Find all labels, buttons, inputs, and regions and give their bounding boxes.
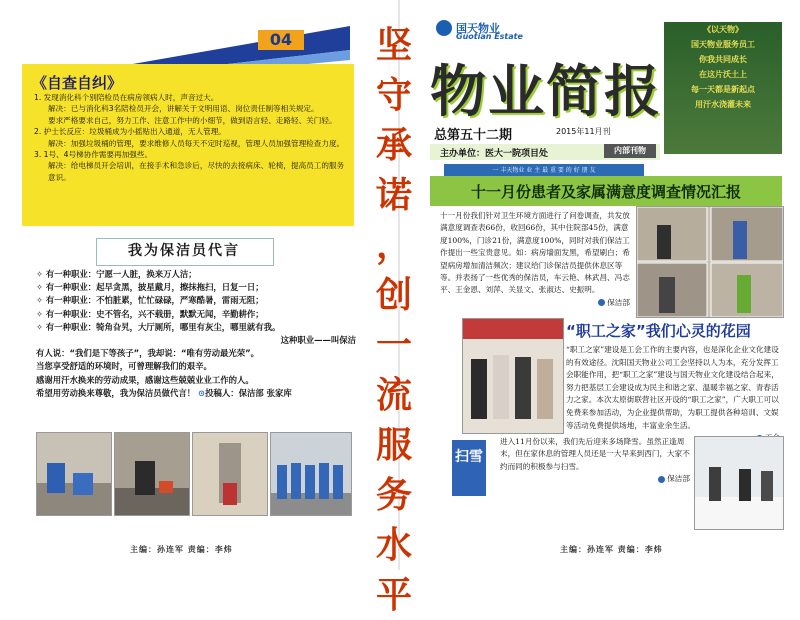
vertical-slogan bbox=[364, 20, 424, 616]
bullet-icon bbox=[658, 476, 665, 483]
motto-line: 国天物业服务员工 bbox=[691, 40, 755, 49]
photo-snow-sweeping bbox=[694, 436, 784, 530]
article-satisfaction bbox=[440, 210, 630, 309]
speaker-body bbox=[36, 268, 366, 400]
right-footer: 主编：孙连军 责编：李炜 bbox=[560, 545, 663, 554]
photo-union-group bbox=[462, 318, 564, 434]
headline: 十一月份患者及家属满意度调查情况汇报 bbox=[470, 183, 741, 201]
self-check-line: 1. 发现消化科个别陪检员在病房领病人时，声音过大。 bbox=[34, 93, 219, 102]
speaker-line: 这种职业——叫保洁 bbox=[280, 335, 356, 346]
speaker-line: ✧ 有一种职业：不怕脏累，忙忙碌碌，严寒酷暑，雷雨无阻； bbox=[36, 295, 264, 306]
slogan-char: 平 bbox=[375, 574, 412, 616]
self-check-body bbox=[34, 92, 350, 183]
slogan-char: ， bbox=[375, 224, 412, 266]
masthead-title: 物业简报 bbox=[430, 59, 662, 125]
motto-line: 每一天都是新起点 bbox=[691, 85, 755, 94]
host-unit: 主办单位：医大一院项目处 bbox=[440, 149, 549, 159]
photo-hallway bbox=[192, 432, 268, 516]
motto-panel bbox=[664, 22, 782, 154]
bullet-icon bbox=[598, 299, 605, 306]
union-title: “职工之家”我们心灵的花园 bbox=[566, 322, 751, 340]
article-text: “职工之家”建设是工会工作的主要内容，也是深化企业文化建设的有效途径。沈阳国天物业公司工会坚持以人为本，充分发挥工会职能作用，把“职工之家”建设与国天物业文化建设结合起来，努力把基层工会建设成为民主和谐之家、温暖幸福之家、青春活力之家。本次太原街联营社区开设的“职工之家”，广大职工可以免费来参加活动，为企业提供帮助，为职工提供各种培训、文娱等活动免费提供场地，丰富业余生活。 bbox=[566, 345, 779, 430]
slogan-char: 创 bbox=[375, 274, 412, 316]
self-check-title: 《自查自纠》 bbox=[32, 74, 123, 92]
photo-survey bbox=[636, 206, 784, 318]
article-snow bbox=[500, 436, 690, 486]
company-logo-icon bbox=[436, 20, 452, 36]
company-name-cn: 国天物业 bbox=[456, 22, 500, 35]
speaker-line: 希望用劳动换来尊敬，我为保洁员做代言！ ⊙投稿人：保洁部 张家库 bbox=[36, 387, 292, 398]
photo-staff-lineup bbox=[270, 432, 352, 516]
issue-date: 2015年11月刊 bbox=[556, 127, 611, 136]
self-check-line: 解决：已与消化科3名陪检员开会，讲解关于文明用语、岗位责任制等相关规定。 bbox=[48, 104, 319, 114]
left-footer: 主编：孙连军 责编：李炜 bbox=[130, 545, 233, 554]
speaker-line: 当您享受舒适的环境时，可曾理解我们的艰辛。 bbox=[36, 361, 212, 372]
slogan-char: 坚 bbox=[375, 24, 412, 66]
self-check-line: 2. 护士长反应：垃圾桶成为小摇贴出入通道，无人管理。 bbox=[34, 127, 226, 137]
slogan-char: 诺 bbox=[375, 174, 412, 216]
speaker-title: 我为保洁员代言 bbox=[128, 243, 240, 259]
slogan-char: 一 bbox=[375, 324, 412, 366]
motto-line: 你我共同成长 bbox=[699, 55, 747, 64]
tagline: 一 丰天物业 业 主 最 重 要 的 好 朋 友 bbox=[492, 167, 596, 174]
article-author: 保洁部 bbox=[500, 473, 690, 485]
article-author: 保洁部 bbox=[440, 297, 630, 309]
page-number: 04 bbox=[258, 30, 304, 50]
article-text: 进入11月份以来，我们先后迎来多场降雪。虽然正逢周末，但在家休息的管理人员还是一大早来到西门，大家不约而同的积极参与扫雪。 bbox=[500, 437, 690, 471]
slogan-char: 水 bbox=[375, 524, 412, 566]
speaker-line: ✧ 有一种职业：犄角旮旯，大厅厕所，哪里有灰尘，哪里就有我。 bbox=[36, 321, 281, 332]
slogan-char: 流 bbox=[375, 374, 412, 416]
speaker-line: ✧ 有一种职业：起早贪黑，披星戴月，擦抹拖扫，日复一日； bbox=[36, 282, 264, 293]
self-check-line: 解决：加强垃圾桶的管理，要求维修人员每天不定时巡视，管理人员加强管理检查力度。 bbox=[48, 138, 345, 148]
motto-line: 用汗水浇灌未来 bbox=[695, 100, 751, 109]
company-name-en: Guotian Estate bbox=[456, 32, 523, 41]
slogan-char: 承 bbox=[375, 124, 412, 166]
article-text: 十一月份我们针对卫生环境方面进行了问卷调查，共发放满意度调查表66份，收回66份，其中住院部45份，满意度100%，门诊21份，满意度100%，同时对我们保洁工作提出一些宝贵意见。如：病房墙面发黑，希望刷白；希望病房增加清洁频次；建议给门诊保洁员提供休息区等等。并表扬了一些优秀的保洁员，车云艳、林武昌、冯志平、王金恩、刘萍、关显文、张淑达、史振明。 bbox=[440, 211, 630, 295]
self-check-line: 解决：给电梯员开会培训，在接手术和急诊后，尽快的去接病床、轮椅，提高员工的服务意识。 bbox=[48, 161, 345, 182]
article-union bbox=[566, 344, 780, 445]
issue-number: 总第五十二期 bbox=[434, 128, 513, 143]
photo-cleaning-floor bbox=[114, 432, 190, 516]
internal-badge: 内部刊物 bbox=[604, 144, 656, 158]
photo-cleaning-stairs bbox=[36, 432, 112, 516]
speaker-line: ✧ 有一种职业：史不管名，兴不载册，默默无闻，辛勤耕作； bbox=[36, 308, 264, 319]
snow-tag: 扫雪 bbox=[452, 440, 486, 496]
self-check-line: 要求严格要求自己，努力工作、注意工作中的小细节，做到语言轻、走路轻、关门轻。 bbox=[48, 115, 337, 125]
motto-line: 在这片沃土上 bbox=[699, 70, 747, 79]
slogan-char: 服 bbox=[375, 424, 412, 466]
speaker-line: 感谢用汗水换来的劳动成果，感谢这些兢兢业业工作的人。 bbox=[36, 374, 254, 385]
slogan-char: 务 bbox=[375, 474, 412, 516]
slogan-char: 守 bbox=[375, 74, 412, 116]
speaker-line: 有人说：“我们是下等孩子”，我却说：“唯有劳动最光荣”。 bbox=[36, 348, 260, 359]
speaker-line: ✧ 有一种职业：宁愿一人脏，换来万人洁； bbox=[36, 269, 197, 279]
self-check-line: 3. 1号、4号梯协作需要再加强些。 bbox=[34, 150, 153, 160]
motto-line: 《以天物》 bbox=[703, 25, 743, 34]
